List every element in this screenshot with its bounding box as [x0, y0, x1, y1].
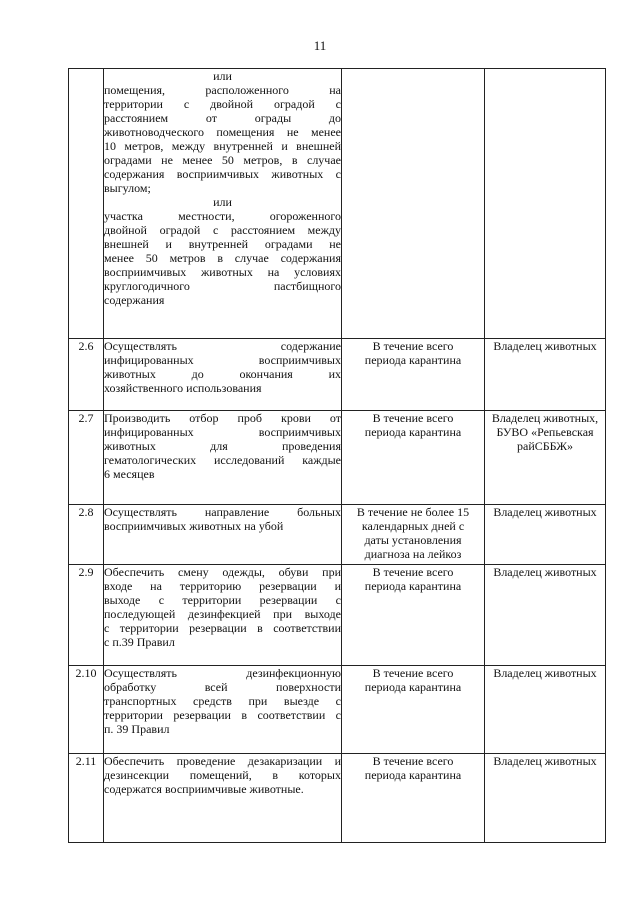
measure-text: или: [213, 195, 232, 209]
measure-cell: [104, 339, 342, 411]
table-row: [69, 754, 606, 843]
row-number: 2.6: [69, 339, 104, 411]
measure-text: Осуществлять содержание инфицированных восприимчивых животных до окончания их: [104, 339, 341, 381]
term-cell: В течение не более 15 календарных дней с даты установления диагноза на лейкоз: [342, 505, 485, 565]
responsible-cell: Владелец животных: [485, 565, 606, 666]
row-number: 2.8: [69, 505, 104, 565]
measure-text: Обеспечить проведение дезакаризации и дезинсекции помещений, в которых: [104, 754, 341, 782]
table-row: [69, 565, 606, 666]
table-row: [69, 666, 606, 754]
term-cell: В течение всего периода карантина: [342, 565, 485, 666]
measure-cell: [104, 69, 342, 339]
measure-text: Обеспечить смену одежды, обуви при входе на территорию резервации и выходе с территории резервации с последующей дезинфекцией при выходе с территории резервации в соответствии: [104, 565, 341, 635]
measures-table: [68, 68, 606, 843]
table-row: [69, 411, 606, 505]
term-cell: В течение всего периода карантина: [342, 339, 485, 411]
table-row: [69, 339, 606, 411]
responsible-cell: [485, 69, 606, 339]
measure-text: выгулом;: [104, 181, 151, 195]
table-row: [69, 69, 606, 339]
measure-cell: [104, 411, 342, 505]
measure-text: хозяйственного использования: [104, 381, 262, 395]
term-cell: В течение всего периода карантина: [342, 666, 485, 754]
measure-text: 6 месяцев: [104, 467, 155, 481]
row-number: 2.9: [69, 565, 104, 666]
measure-text: помещения, расположенного на территории с двойной оградой с расстоянием от ограды до животноводческого помещения не менее 10 метров, между внутренней и внешней оградами не менее 50 метров, в случае содержания восприимчивых животных с: [104, 83, 341, 181]
row-number: 2.11: [69, 754, 104, 843]
table-row: [69, 505, 606, 565]
term-cell: В течение всего периода карантина: [342, 754, 485, 843]
measure-text: Осуществлять дезинфекционную обработку всей поверхности транспортных средств при выезде с территории резервации в соответствии с: [104, 666, 341, 722]
responsible-cell: Владелец животных: [485, 666, 606, 754]
measure-text: или: [213, 69, 232, 83]
row-number: 2.7: [69, 411, 104, 505]
responsible-cell: Владелец животных: [485, 754, 606, 843]
page-number: 11: [313, 38, 327, 53]
responsible-cell: Владелец животных, БУВО «Репьевская райСББЖ»: [485, 411, 606, 505]
measure-text: участка местности, огороженного двойной оградой с расстоянием между внешней и внутренней оградами не менее 50 метров в случае содержания восприимчивых животных на условиях круглогодичного пастбищного: [104, 209, 341, 293]
measure-text: Осуществлять направление больных: [104, 505, 341, 519]
row-number: 2.10: [69, 666, 104, 754]
measure-text: содержатся восприимчивые животные.: [104, 782, 304, 796]
measure-text: восприимчивых животных на убой: [104, 519, 284, 533]
measure-cell: [104, 754, 342, 843]
term-cell: [342, 69, 485, 339]
measure-cell: [104, 666, 342, 754]
measure-text: Производить отбор проб крови от инфицированных восприимчивых животных для проведения гематологических исследований каждые: [104, 411, 341, 467]
row-number: [69, 69, 104, 339]
term-cell: В течение всего периода карантина: [342, 411, 485, 505]
measure-cell: [104, 565, 342, 666]
measure-cell: [104, 505, 342, 565]
measure-text: с п.39 Правил: [104, 635, 175, 649]
measure-text: содержания: [104, 293, 165, 307]
responsible-cell: Владелец животных: [485, 339, 606, 411]
measure-text: п. 39 Правил: [104, 722, 170, 736]
responsible-cell: Владелец животных: [485, 505, 606, 565]
